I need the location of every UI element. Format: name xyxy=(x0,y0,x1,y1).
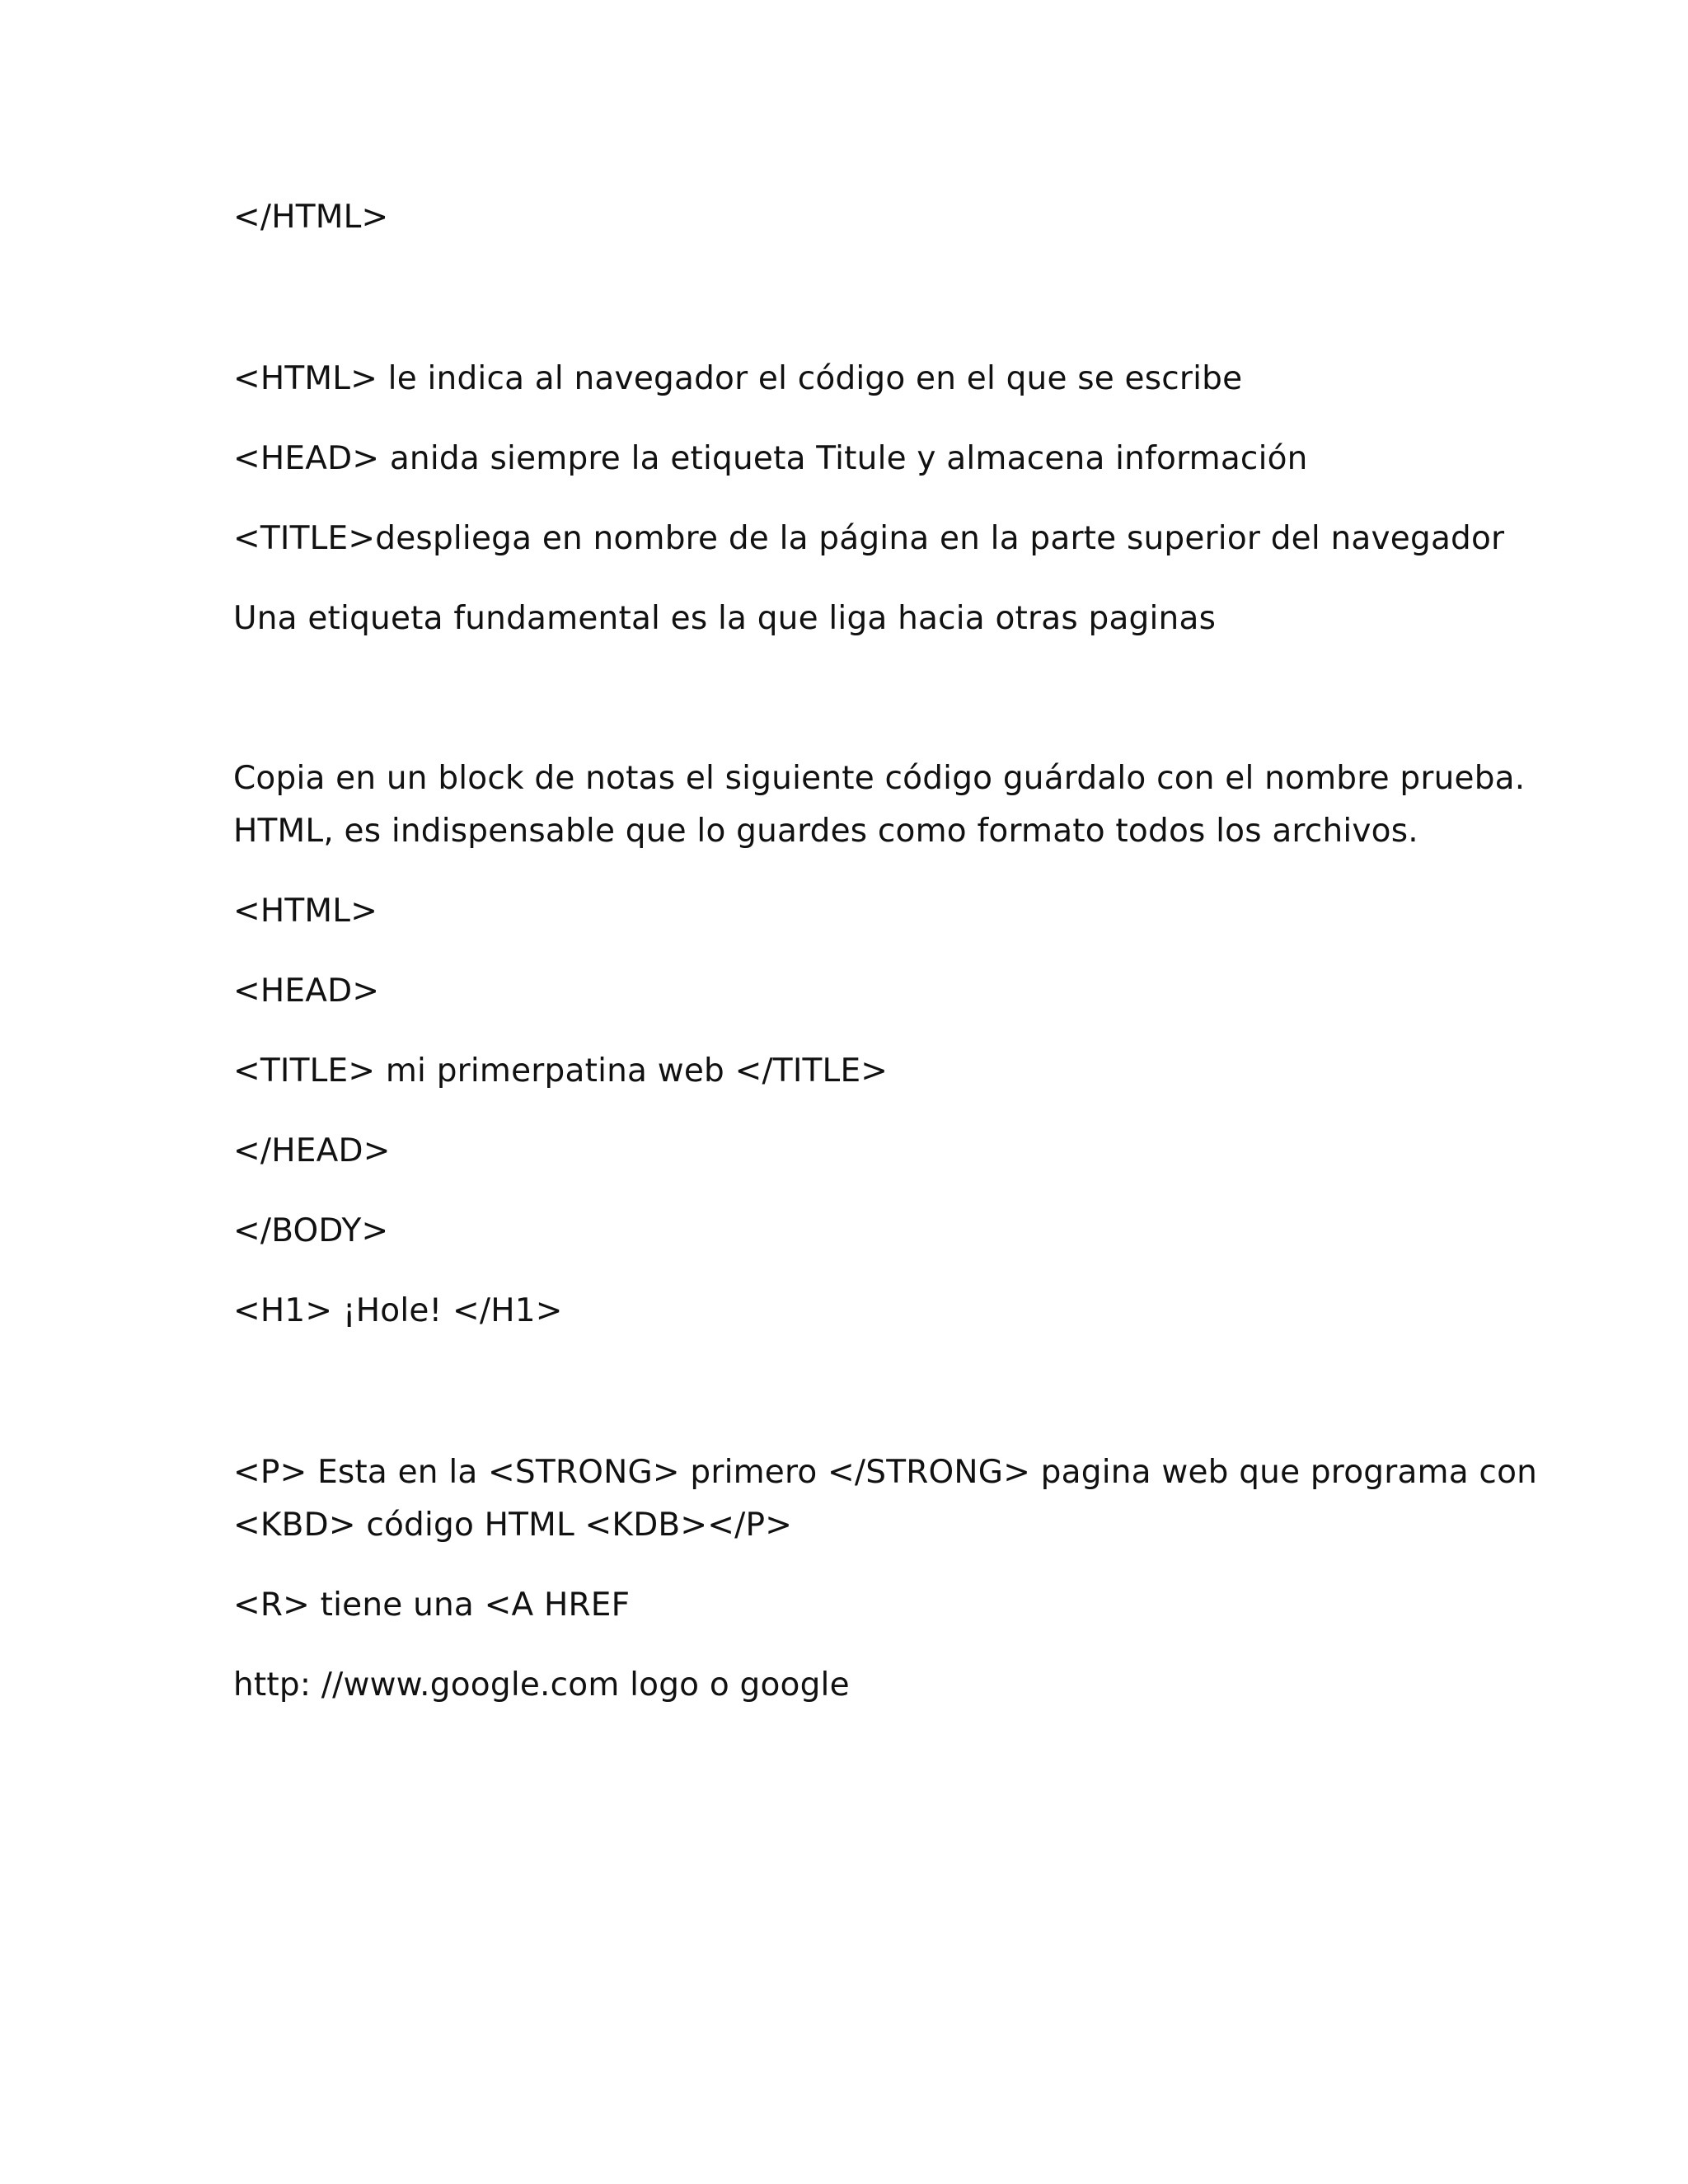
text-line: <HEAD> anida siempre la etiqueta Titule y almacena información xyxy=(233,440,1308,477)
text-line: </HTML> xyxy=(233,199,389,236)
text-line: <HEAD> xyxy=(233,972,380,1010)
text-line: <HTML> xyxy=(233,893,378,930)
text-line: Una etiqueta fundamental es la que liga hacia otras paginas xyxy=(233,600,1217,637)
text-line: <H1> ¡Hole! </H1> xyxy=(233,1292,563,1329)
text-line: <P> Esta en la <STRONG> primero </STRONG> pagina web que programa con xyxy=(233,1454,1538,1491)
text-line: Copia en un block de notas el siguiente código guárdalo con el nombre prueba. xyxy=(233,760,1526,797)
text-line: <TITLE>despliega en nombre de la página en la parte superior del navegador xyxy=(233,520,1505,557)
text-line: http: //www.google.com logo o google xyxy=(233,1666,850,1704)
text-line: <R> tiene una <A HREF xyxy=(233,1586,631,1624)
text-line: <TITLE> mi primerpatina web </TITLE> xyxy=(233,1052,889,1090)
text-line: </BODY> xyxy=(233,1212,389,1249)
text-line: <KBD> código HTML <KDB></P> xyxy=(233,1507,793,1544)
text-line: <HTML> le indica al navegador el código en el que se escribe xyxy=(233,360,1243,397)
text-line: HTML, es indispensable que lo guardes como formato todos los archivos. xyxy=(233,813,1418,850)
text-line: </HEAD> xyxy=(233,1132,391,1169)
